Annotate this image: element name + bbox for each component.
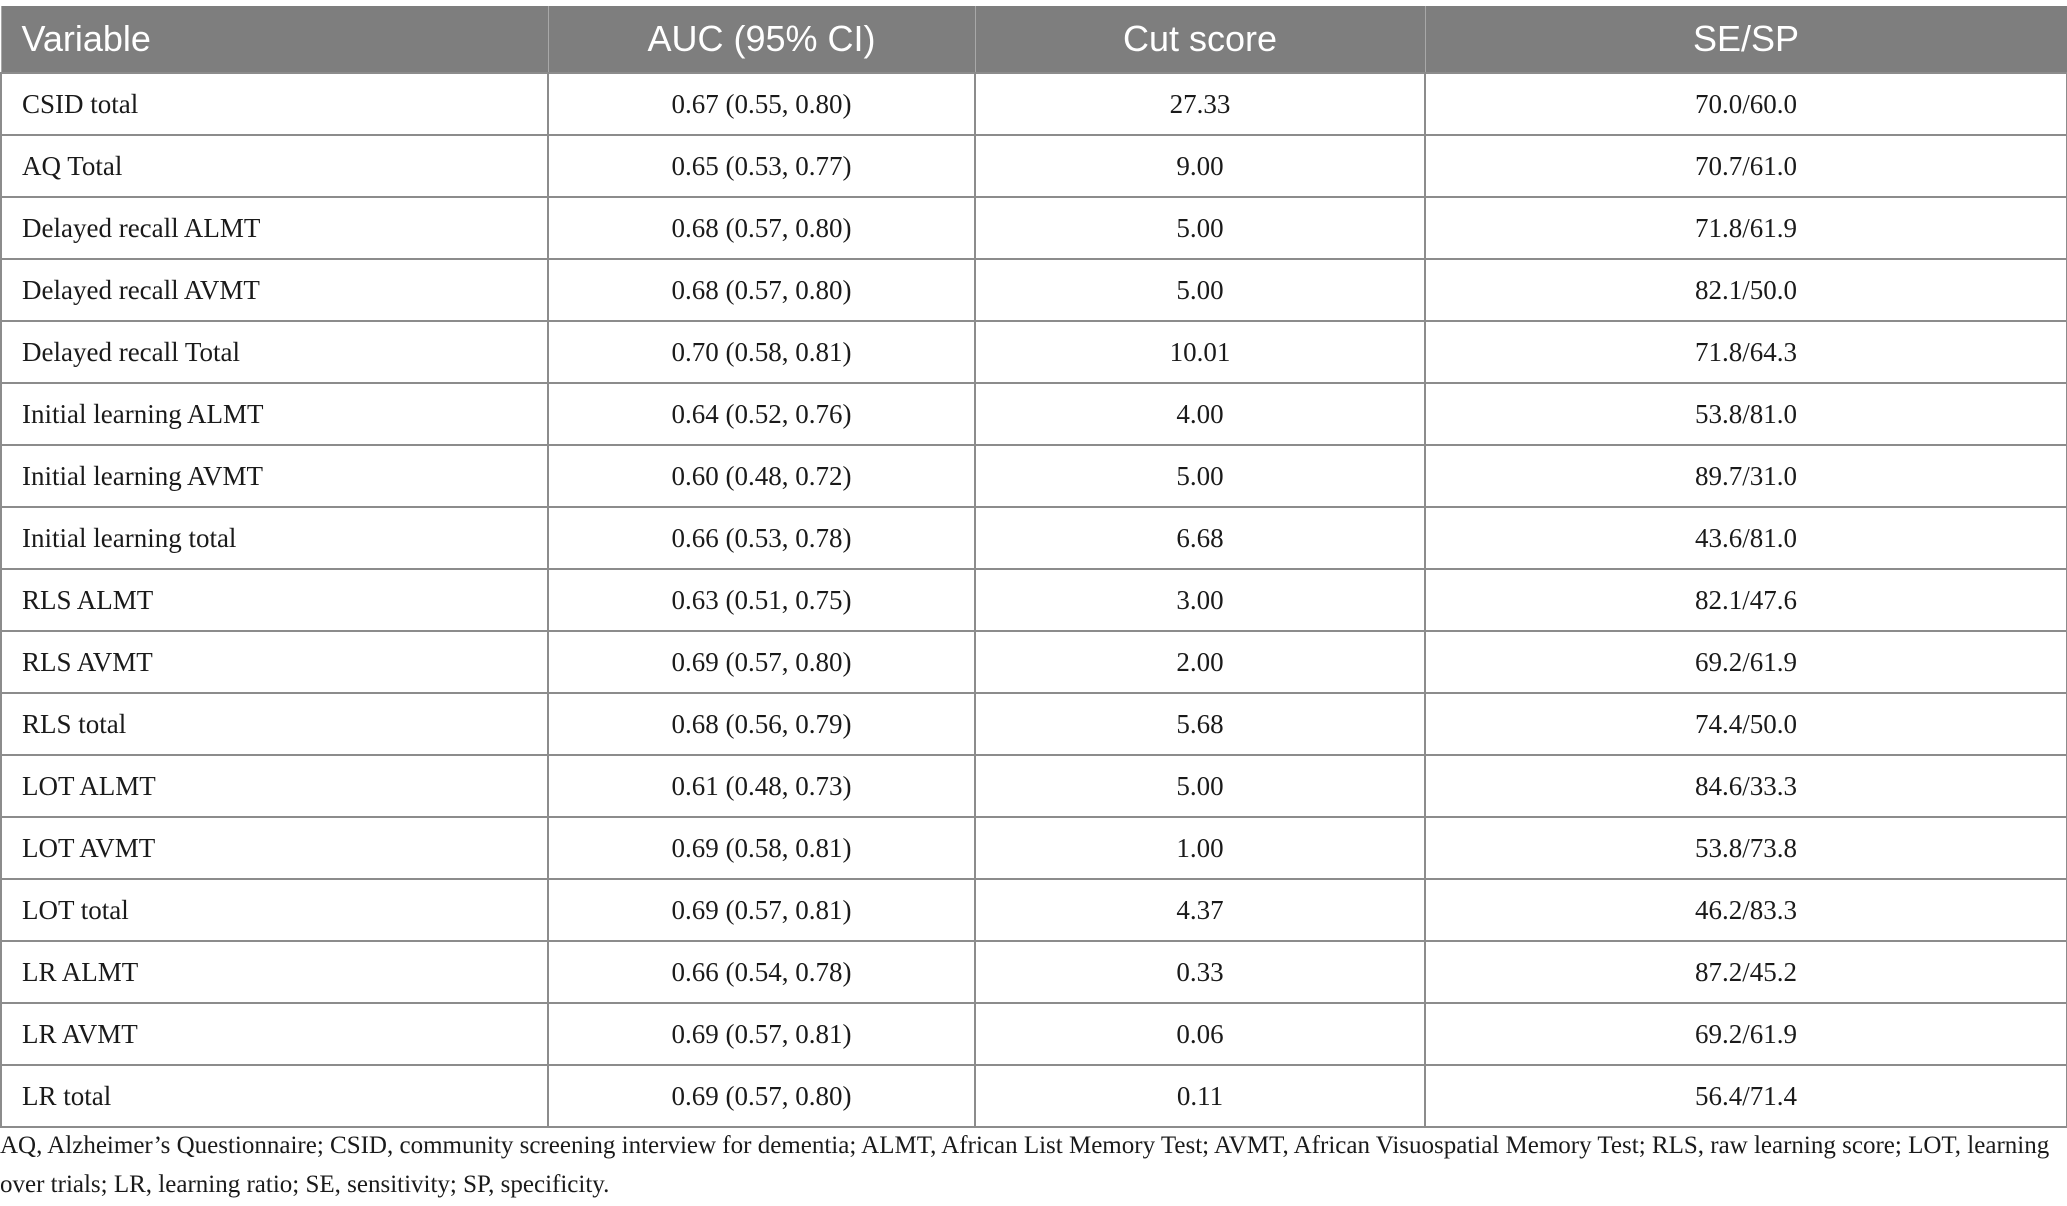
- cell-se-sp: 71.8/64.3: [1425, 321, 2067, 383]
- cell-auc: 0.67 (0.55, 0.80): [548, 73, 975, 135]
- cell-cut-score: 0.06: [975, 1003, 1425, 1065]
- table-row: [1, 73, 2067, 135]
- cell-se-sp: 69.2/61.9: [1425, 1003, 2067, 1065]
- table-body: [1, 73, 2067, 1127]
- cell-cut-score: 5.00: [975, 197, 1425, 259]
- table-row: [1, 569, 2067, 631]
- results-table-container: [0, 6, 2066, 1128]
- table-row: [1, 1003, 2067, 1065]
- cell-se-sp: 71.8/61.9: [1425, 197, 2067, 259]
- cell-se-sp: 53.8/81.0: [1425, 383, 2067, 445]
- cell-se-sp: 46.2/83.3: [1425, 879, 2067, 941]
- cell-variable: LR ALMT: [1, 941, 548, 1003]
- cell-se-sp: 70.0/60.0: [1425, 73, 2067, 135]
- header-se-sp: SE/SP: [1425, 6, 2067, 73]
- cell-se-sp: 87.2/45.2: [1425, 941, 2067, 1003]
- cell-cut-score: 2.00: [975, 631, 1425, 693]
- cell-cut-score: 0.11: [975, 1065, 1425, 1127]
- cell-cut-score: 4.00: [975, 383, 1425, 445]
- cell-cut-score: 1.00: [975, 817, 1425, 879]
- cell-cut-score: 4.37: [975, 879, 1425, 941]
- cell-auc: 0.69 (0.57, 0.80): [548, 631, 975, 693]
- cell-variable: LR total: [1, 1065, 548, 1127]
- table-row: [1, 755, 2067, 817]
- table-footnote: AQ, Alzheimer’s Questionnaire; CSID, community screening interview for dementia; ALMT, African List Memory Test; AVMT, African Visuospatial Memory Test; RLS, raw learning score; LOT, learning over trials; LR, learning ratio; SE, sensitivity; SP, specificity.: [0, 1132, 2050, 1198]
- cell-auc: 0.70 (0.58, 0.81): [548, 321, 975, 383]
- cell-variable: LOT total: [1, 879, 548, 941]
- auc-results-table: [0, 6, 2067, 1128]
- cell-auc: 0.66 (0.54, 0.78): [548, 941, 975, 1003]
- cell-auc: 0.69 (0.58, 0.81): [548, 817, 975, 879]
- table-row: [1, 879, 2067, 941]
- table-row: [1, 693, 2067, 755]
- cell-cut-score: 0.33: [975, 941, 1425, 1003]
- cell-auc: 0.69 (0.57, 0.80): [548, 1065, 975, 1127]
- cell-se-sp: 56.4/71.4: [1425, 1065, 2067, 1127]
- cell-cut-score: 5.00: [975, 755, 1425, 817]
- cell-variable: Delayed recall ALMT: [1, 197, 548, 259]
- cell-variable: RLS AVMT: [1, 631, 548, 693]
- cell-auc: 0.68 (0.56, 0.79): [548, 693, 975, 755]
- cell-cut-score: 27.33: [975, 73, 1425, 135]
- cell-variable: RLS ALMT: [1, 569, 548, 631]
- cell-auc: 0.60 (0.48, 0.72): [548, 445, 975, 507]
- cell-auc: 0.65 (0.53, 0.77): [548, 135, 975, 197]
- cell-cut-score: 5.00: [975, 445, 1425, 507]
- cell-se-sp: 82.1/47.6: [1425, 569, 2067, 631]
- cell-variable: RLS total: [1, 693, 548, 755]
- cell-variable: Initial learning AVMT: [1, 445, 548, 507]
- cell-auc: 0.68 (0.57, 0.80): [548, 259, 975, 321]
- header-variable: Variable: [1, 6, 548, 73]
- table-row: [1, 631, 2067, 693]
- cell-cut-score: 3.00: [975, 569, 1425, 631]
- cell-cut-score: 5.00: [975, 259, 1425, 321]
- table-row: [1, 941, 2067, 1003]
- header-row: [1, 6, 2067, 73]
- header-auc: AUC (95% CI): [548, 6, 975, 73]
- cell-se-sp: 70.7/61.0: [1425, 135, 2067, 197]
- cell-variable: Initial learning ALMT: [1, 383, 548, 445]
- cell-auc: 0.69 (0.57, 0.81): [548, 1003, 975, 1065]
- cell-variable: Delayed recall AVMT: [1, 259, 548, 321]
- cell-auc: 0.63 (0.51, 0.75): [548, 569, 975, 631]
- cell-cut-score: 5.68: [975, 693, 1425, 755]
- cell-se-sp: 69.2/61.9: [1425, 631, 2067, 693]
- cell-auc: 0.61 (0.48, 0.73): [548, 755, 975, 817]
- cell-variable: Initial learning total: [1, 507, 548, 569]
- header-cut-score: Cut score: [975, 6, 1425, 73]
- cell-variable: AQ Total: [1, 135, 548, 197]
- cell-se-sp: 84.6/33.3: [1425, 755, 2067, 817]
- table-row: [1, 383, 2067, 445]
- cell-variable: LOT ALMT: [1, 755, 548, 817]
- cell-se-sp: 74.4/50.0: [1425, 693, 2067, 755]
- table-row: [1, 259, 2067, 321]
- cell-auc: 0.68 (0.57, 0.80): [548, 197, 975, 259]
- cell-variable: Delayed recall Total: [1, 321, 548, 383]
- table-row: [1, 817, 2067, 879]
- table-row: [1, 507, 2067, 569]
- table-row: [1, 197, 2067, 259]
- cell-auc: 0.66 (0.53, 0.78): [548, 507, 975, 569]
- table-row: [1, 1065, 2067, 1127]
- cell-cut-score: 10.01: [975, 321, 1425, 383]
- cell-se-sp: 82.1/50.0: [1425, 259, 2067, 321]
- cell-se-sp: 53.8/73.8: [1425, 817, 2067, 879]
- cell-variable: LOT AVMT: [1, 817, 548, 879]
- table-row: [1, 135, 2067, 197]
- cell-variable: CSID total: [1, 73, 548, 135]
- table-header: [1, 6, 2067, 73]
- table-row: [1, 321, 2067, 383]
- cell-variable: LR AVMT: [1, 1003, 548, 1065]
- table-row: [1, 445, 2067, 507]
- cell-auc: 0.64 (0.52, 0.76): [548, 383, 975, 445]
- cell-auc: 0.69 (0.57, 0.81): [548, 879, 975, 941]
- cell-cut-score: 6.68: [975, 507, 1425, 569]
- cell-se-sp: 89.7/31.0: [1425, 445, 2067, 507]
- cell-se-sp: 43.6/81.0: [1425, 507, 2067, 569]
- cell-cut-score: 9.00: [975, 135, 1425, 197]
